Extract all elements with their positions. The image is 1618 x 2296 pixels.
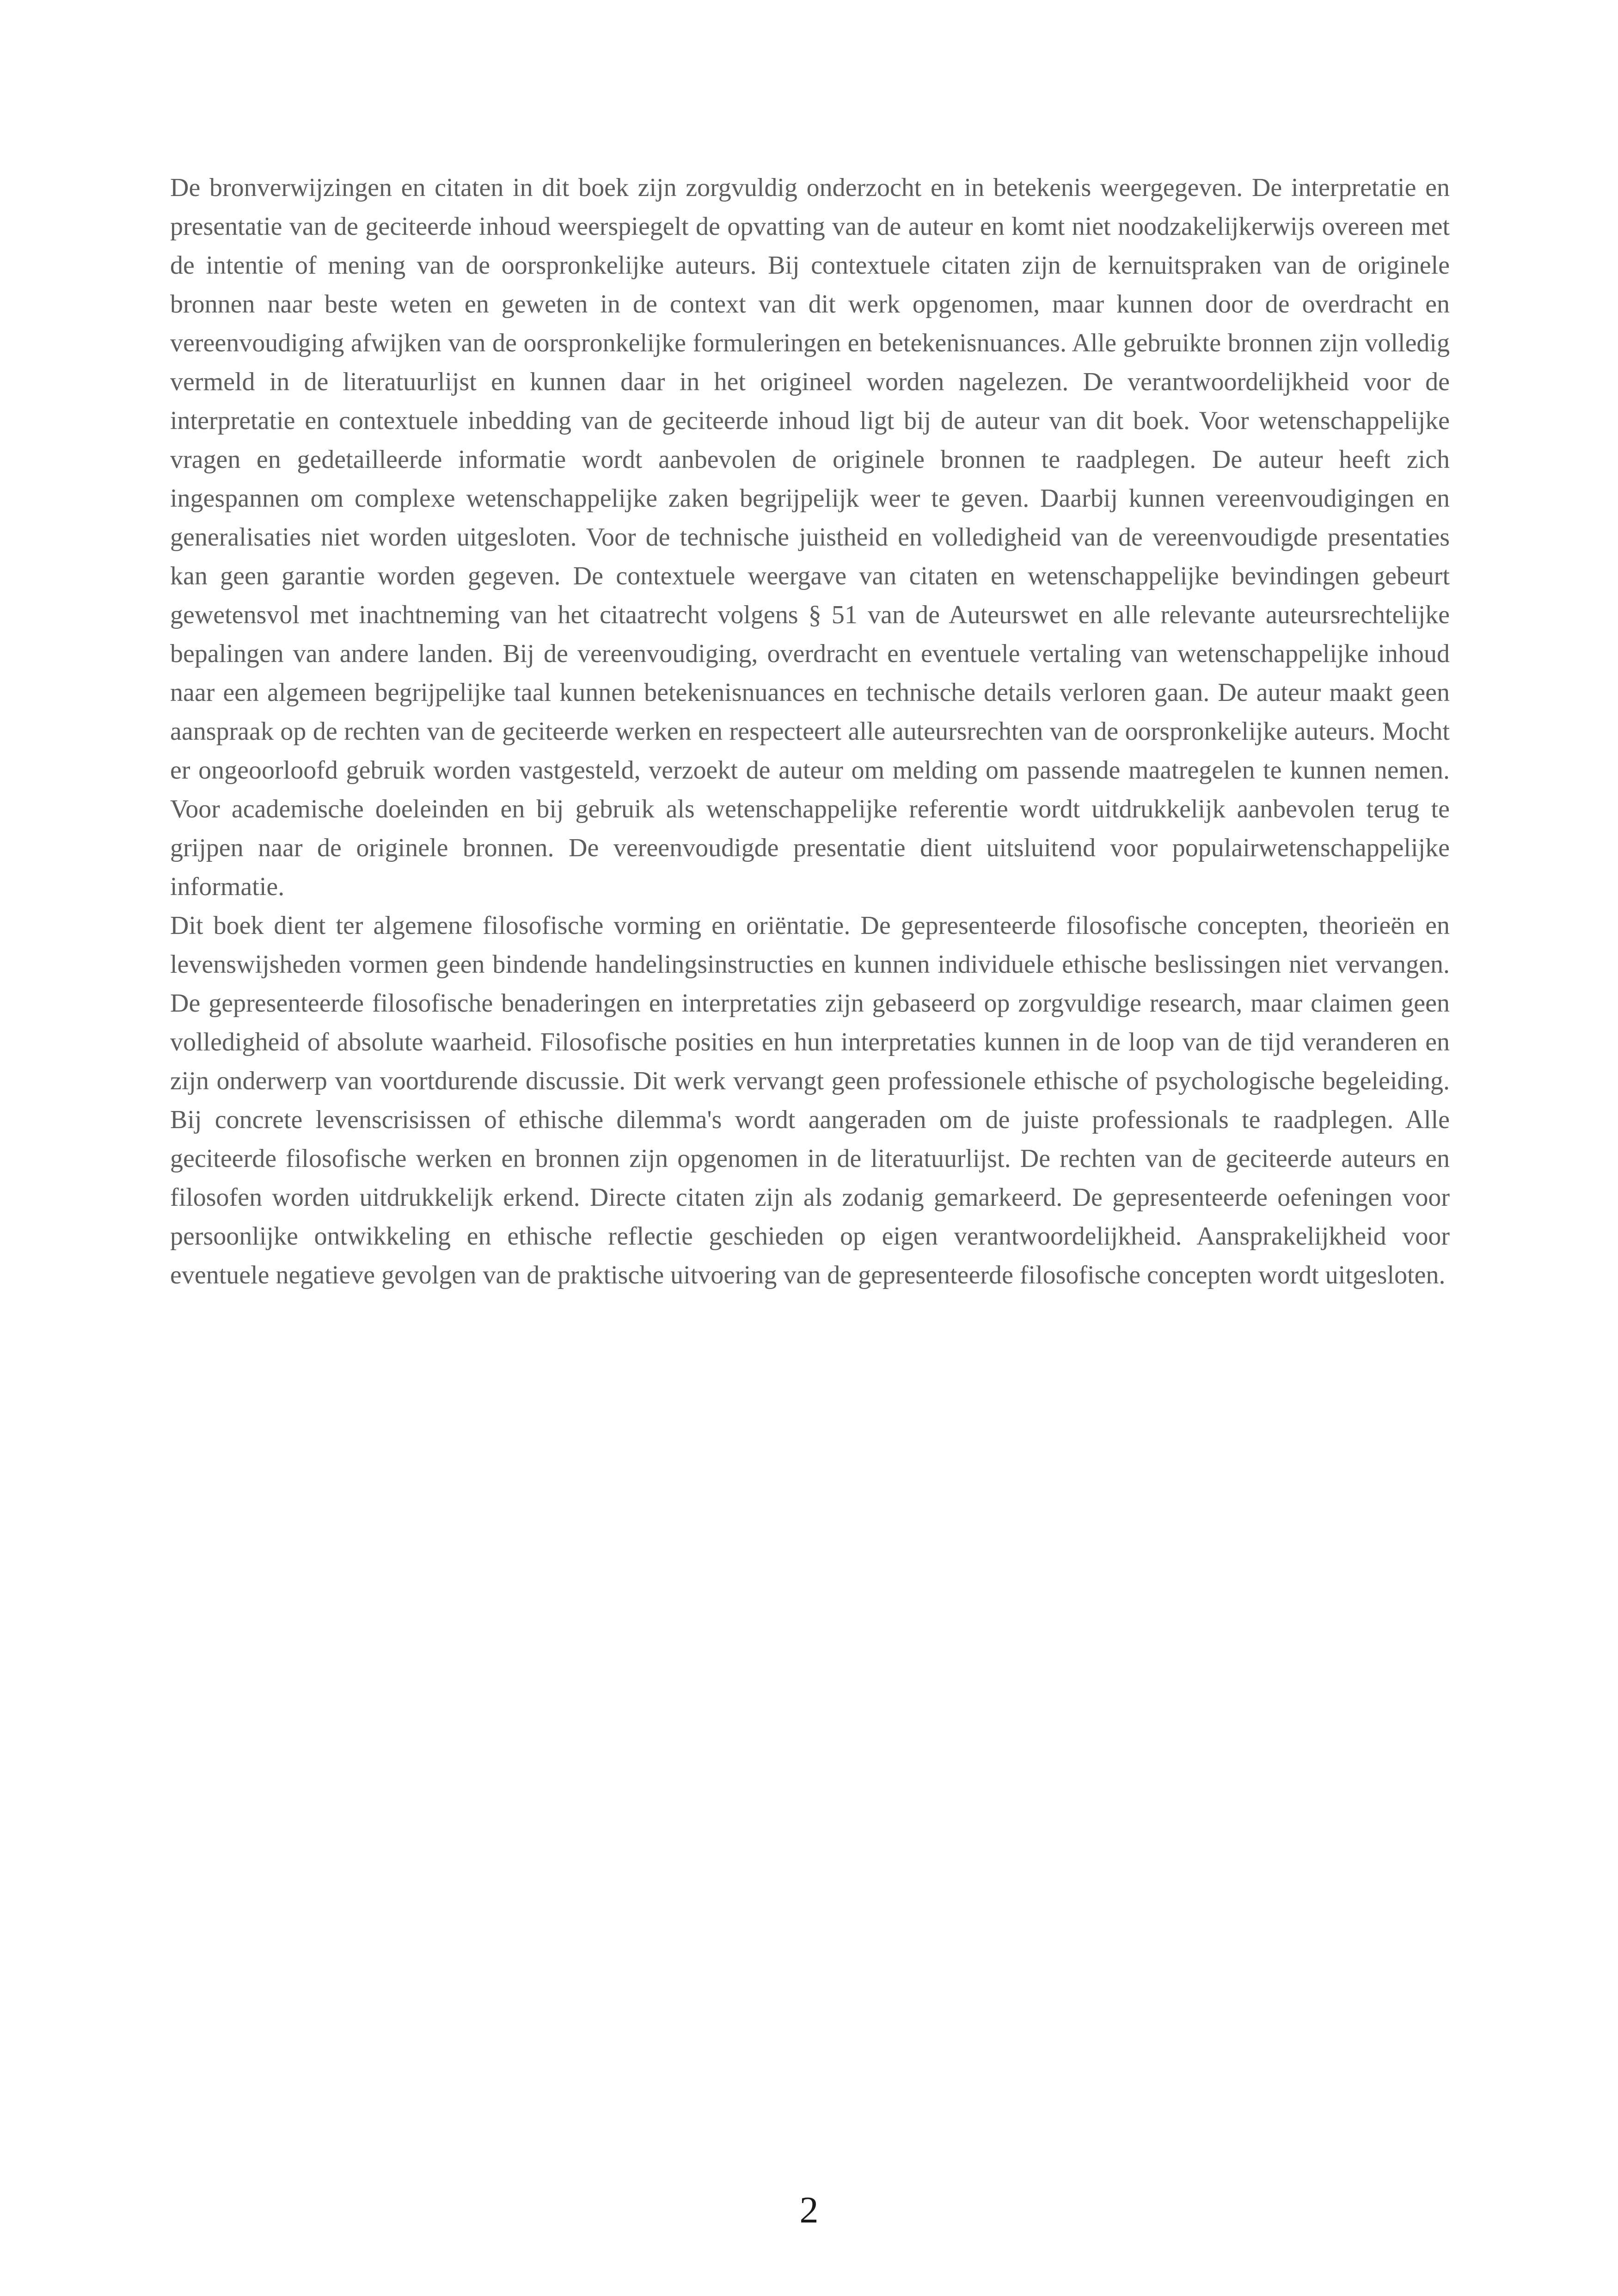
paragraph-sources-disclaimer: De bronverwijzingen en citaten in dit boek zijn zorgvuldig onderzocht en in betekenis weergegeven. De interpretatie en presentatie van de geciteerde inhoud weerspiegelt de opvatting van de auteur en komt niet noodzakelijkerwijs overeen met de intentie of mening van de oorspronkelijke auteurs. Bij contextuele citaten zijn de kernuitspraken van de originele bronnen naar beste weten en geweten in de context van dit werk opgenomen, maar kunnen door de overdracht en vereenvoudiging afwijken van de oorspronkelijke formuleringen en betekenisnuances. Alle gebruikte bronnen zijn volledig vermeld in de literatuurlijst en kunnen daar in het origineel worden nagelezen. De verantwoordelijkheid voor de interpretatie en contextuele inbedding van de geciteerde inhoud ligt bij de auteur van dit boek. Voor wetenschappelijke vragen en gedetailleerde informatie wordt aanbevolen de originele bronnen te raadplegen. De auteur heeft zich ingespannen om complexe wetenschappelijke zaken begrijpelijk weer te geven. Daarbij kunnen vereenvoudigingen en generalisaties niet worden uitgesloten. Voor de technische juistheid en volledigheid van de vereenvoudigde presentaties kan geen garantie worden gegeven. De contextuele weergave van citaten en wetenschappelijke bevindingen gebeurt gewetensvol met inachtneming van het citaatrecht volgens § 51 van de Auteurswet en alle relevante auteursrechtelijke bepalingen van andere landen. Bij de vereenvoudiging, overdracht en eventuele vertaling van wetenschappelijke inhoud naar een algemeen begrijpelijke taal kunnen betekenisnuances en technische details verloren gaan. De auteur maakt geen aanspraak op de rechten van de geciteerde werken en respecteert alle auteursrechten van de oorspronkelijke auteurs. Mocht er ongeoorloofd gebruik worden vastgesteld, verzoekt de auteur om melding om passende maatregelen te kunnen nemen. Voor academische doeleinden en bij gebruik als wetenschappelijke referentie wordt uitdrukkelijk aanbevolen terug te grijpen naar de originele bronnen. De vereenvoudigde presentatie dient uitsluitend voor populairwetenschappelijke informatie.	[170, 173, 1450, 901]
page-number: 2	[799, 2189, 819, 2231]
disclaimer-text	[170, 168, 1450, 1295]
paragraph-philosophy-disclaimer: Dit boek dient ter algemene filosofische vorming en oriëntatie. De gepresenteerde filosofische concepten, theorieën en levenswijsheden vormen geen bindende handelingsinstructies en kunnen individuele ethische beslissingen niet vervangen. De gepresenteerde filosofische benaderingen en interpretaties zijn gebaseerd op zorgvuldige research, maar claimen geen volledigheid of absolute waarheid. Filosofische posities en hun interpretaties kunnen in de loop van de tijd veranderen en zijn onderwerp van voortdurende discussie. Dit werk vervangt geen professionele ethische of psychologische begeleiding. Bij concrete levenscrisissen of ethische dilemma's wordt aangeraden om de juiste professionals te raadplegen. Alle geciteerde filosofische werken en bronnen zijn opgenomen in de literatuurlijst. De rechten van de geciteerde auteurs en filosofen worden uitdrukkelijk erkend. Directe citaten zijn als zodanig gemarkeerd. De gepresenteerde oefeningen voor persoonlijke ontwikkeling en ethische reflectie geschieden op eigen verantwoordelijkheid. Aansprakelijkheid voor eventuele negatieve gevolgen van de praktische uitvoering van de gepresenteerde filosofische concepten wordt uitgesloten.	[170, 911, 1450, 1289]
